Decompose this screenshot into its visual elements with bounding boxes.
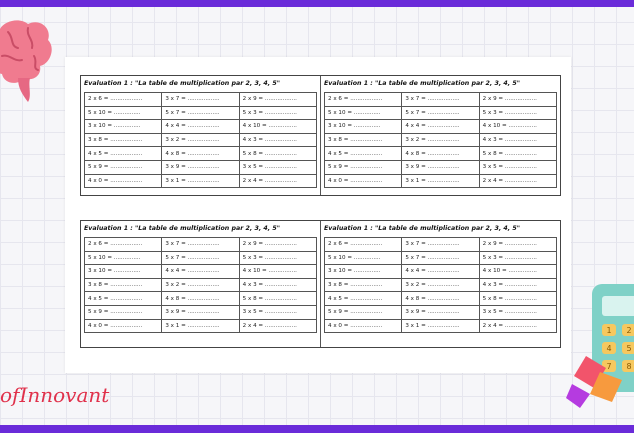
exercise-cell: 2 x 9 = .................. bbox=[479, 238, 556, 252]
exercise-cell: 4 x 10 = ................ bbox=[479, 265, 556, 279]
exercise-cell: 4 x 4 = .................. bbox=[402, 265, 479, 279]
calc-key: 2 bbox=[626, 326, 632, 335]
exercise-cell: 5 x 7 = .................. bbox=[402, 251, 479, 265]
exercise-cell: 5 x 9 = .................. bbox=[325, 160, 402, 174]
multiplication-table bbox=[324, 92, 557, 188]
exercise-cell: 5 x 7 = .................. bbox=[162, 106, 239, 120]
multiplication-table bbox=[84, 237, 317, 333]
exercise-cell: 3 x 5 = .................. bbox=[239, 305, 316, 319]
calc-key: 5 bbox=[626, 344, 632, 353]
exercise-cell: 2 x 4 = .................. bbox=[479, 174, 556, 188]
multiplication-table bbox=[324, 237, 557, 333]
evaluation-card bbox=[80, 75, 561, 196]
exercise-cell: 3 x 7 = .................. bbox=[402, 93, 479, 107]
exercise-cell: 4 x 5 = .................. bbox=[85, 147, 162, 161]
exercise-cell: 5 x 10 = ............... bbox=[85, 106, 162, 120]
exercise-cell: 5 x 7 = .................. bbox=[162, 251, 239, 265]
exercise-cell: 4 x 3 = .................. bbox=[239, 278, 316, 292]
table-row bbox=[325, 305, 557, 319]
exercise-cell: 3 x 10 = ............... bbox=[85, 120, 162, 134]
evaluation-half bbox=[320, 76, 560, 195]
multiplication-table bbox=[84, 92, 317, 188]
table-row bbox=[325, 147, 557, 161]
exercise-cell: 3 x 1 = .................. bbox=[402, 319, 479, 333]
table-row bbox=[85, 133, 317, 147]
exercise-cell: 2 x 9 = .................. bbox=[239, 93, 316, 107]
exercise-cell: 5 x 10 = ............... bbox=[325, 251, 402, 265]
table-row bbox=[85, 265, 317, 279]
exercise-cell: 2 x 6 = .................. bbox=[325, 238, 402, 252]
exercise-cell: 5 x 3 = .................. bbox=[479, 106, 556, 120]
exercise-cell: 4 x 0 = .................. bbox=[325, 319, 402, 333]
exercise-cell: 4 x 3 = .................. bbox=[479, 133, 556, 147]
evaluation-title: Evaluation 1 : "La table de multiplication par 2, 3, 4, 5" bbox=[84, 225, 281, 232]
exercise-cell: 4 x 10 = ................ bbox=[239, 120, 316, 134]
evaluation-half bbox=[81, 76, 320, 195]
exercise-cell: 3 x 9 = .................. bbox=[162, 160, 239, 174]
table-row bbox=[85, 319, 317, 333]
table-row bbox=[325, 93, 557, 107]
table-row bbox=[85, 106, 317, 120]
table-row bbox=[85, 147, 317, 161]
brand-logo[interactable] bbox=[0, 380, 109, 410]
exercise-cell: 5 x 3 = .................. bbox=[239, 106, 316, 120]
exercise-cell: 4 x 4 = .................. bbox=[162, 120, 239, 134]
table-row bbox=[325, 265, 557, 279]
evaluation-title: Evaluation 1 : "La table de multiplication par 2, 3, 4, 5" bbox=[324, 225, 521, 232]
blocks-icon bbox=[566, 354, 626, 410]
exercise-cell: 5 x 9 = .................. bbox=[85, 160, 162, 174]
logo-main: Innovant bbox=[19, 383, 110, 407]
table-row bbox=[325, 174, 557, 188]
table-row bbox=[85, 251, 317, 265]
exercise-cell: 3 x 8 = .................. bbox=[325, 133, 402, 147]
exercise-cell: 3 x 2 = .................. bbox=[402, 278, 479, 292]
exercise-cell: 2 x 6 = .................. bbox=[85, 93, 162, 107]
exercise-cell: 4 x 0 = .................. bbox=[85, 319, 162, 333]
exercise-cell: 2 x 4 = .................. bbox=[479, 319, 556, 333]
exercise-cell: 2 x 4 = .................. bbox=[239, 319, 316, 333]
calc-key: 4 bbox=[606, 344, 612, 353]
table-row bbox=[325, 120, 557, 134]
exercise-cell: 5 x 9 = .................. bbox=[325, 305, 402, 319]
exercise-cell: 4 x 0 = .................. bbox=[325, 174, 402, 188]
table-row bbox=[325, 278, 557, 292]
exercise-cell: 5 x 8 = .................. bbox=[479, 147, 556, 161]
table-row bbox=[85, 120, 317, 134]
exercise-cell: 2 x 9 = .................. bbox=[479, 93, 556, 107]
table-row bbox=[85, 160, 317, 174]
exercise-cell: 4 x 4 = .................. bbox=[162, 265, 239, 279]
table-row bbox=[325, 238, 557, 252]
table-row bbox=[85, 292, 317, 306]
evaluation-half bbox=[81, 221, 320, 347]
brain-icon bbox=[0, 14, 54, 110]
exercise-cell: 3 x 1 = .................. bbox=[402, 174, 479, 188]
exercise-cell: 2 x 6 = .................. bbox=[85, 238, 162, 252]
exercise-cell: 5 x 3 = .................. bbox=[479, 251, 556, 265]
logo-prefix: of bbox=[0, 383, 20, 407]
exercise-cell: 3 x 9 = .................. bbox=[402, 305, 479, 319]
exercise-cell: 4 x 3 = .................. bbox=[479, 278, 556, 292]
exercise-cell: 3 x 5 = .................. bbox=[479, 305, 556, 319]
evaluation-card bbox=[80, 220, 561, 348]
exercise-cell: 4 x 10 = ................ bbox=[239, 265, 316, 279]
exercise-cell: 2 x 6 = .................. bbox=[325, 93, 402, 107]
exercise-cell: 3 x 7 = .................. bbox=[162, 93, 239, 107]
bottom-frame-bar bbox=[0, 425, 634, 433]
exercise-cell: 4 x 5 = .................. bbox=[85, 292, 162, 306]
exercise-cell: 4 x 8 = .................. bbox=[162, 292, 239, 306]
exercise-cell: 3 x 8 = .................. bbox=[325, 278, 402, 292]
exercise-cell: 5 x 10 = ............... bbox=[325, 106, 402, 120]
table-row bbox=[325, 160, 557, 174]
calc-key: 1 bbox=[606, 326, 612, 335]
exercise-cell: 3 x 8 = .................. bbox=[85, 278, 162, 292]
exercise-cell: 3 x 10 = ............... bbox=[325, 120, 402, 134]
evaluation-half bbox=[320, 221, 560, 347]
exercise-cell: 5 x 8 = .................. bbox=[239, 147, 316, 161]
exercise-cell: 3 x 1 = .................. bbox=[162, 174, 239, 188]
table-row bbox=[325, 319, 557, 333]
top-frame-bar bbox=[0, 0, 634, 7]
exercise-cell: 3 x 2 = .................. bbox=[402, 133, 479, 147]
exercise-cell: 5 x 8 = .................. bbox=[479, 292, 556, 306]
table-row bbox=[85, 305, 317, 319]
evaluation-title: Evaluation 1 : "La table de multiplication par 2, 3, 4, 5" bbox=[84, 80, 281, 87]
exercise-cell: 3 x 2 = .................. bbox=[162, 133, 239, 147]
exercise-cell: 3 x 7 = .................. bbox=[162, 238, 239, 252]
exercise-cell: 4 x 8 = .................. bbox=[402, 292, 479, 306]
exercise-cell: 5 x 3 = .................. bbox=[239, 251, 316, 265]
table-row bbox=[325, 292, 557, 306]
worksheet-page bbox=[65, 57, 571, 373]
exercise-cell: 3 x 5 = .................. bbox=[239, 160, 316, 174]
exercise-cell: 5 x 10 = ............... bbox=[85, 251, 162, 265]
exercise-cell: 4 x 0 = .................. bbox=[85, 174, 162, 188]
exercise-cell: 4 x 4 = .................. bbox=[402, 120, 479, 134]
table-row bbox=[85, 238, 317, 252]
exercise-cell: 5 x 8 = .................. bbox=[239, 292, 316, 306]
table-row bbox=[85, 174, 317, 188]
exercise-cell: 3 x 8 = .................. bbox=[85, 133, 162, 147]
exercise-cell: 5 x 9 = .................. bbox=[85, 305, 162, 319]
evaluation-title: Evaluation 1 : "La table de multiplication par 2, 3, 4, 5" bbox=[324, 80, 521, 87]
table-row bbox=[325, 251, 557, 265]
exercise-cell: 4 x 10 = ................ bbox=[479, 120, 556, 134]
exercise-cell: 3 x 10 = ............... bbox=[325, 265, 402, 279]
table-row bbox=[325, 106, 557, 120]
table-row bbox=[325, 133, 557, 147]
exercise-cell: 4 x 3 = .................. bbox=[239, 133, 316, 147]
exercise-cell: 3 x 9 = .................. bbox=[162, 305, 239, 319]
exercise-cell: 3 x 5 = .................. bbox=[479, 160, 556, 174]
table-row bbox=[85, 278, 317, 292]
calc-key: 7 bbox=[606, 362, 612, 371]
exercise-cell: 4 x 8 = .................. bbox=[162, 147, 239, 161]
calc-key: 8 bbox=[626, 362, 632, 371]
exercise-cell: 5 x 7 = .................. bbox=[402, 106, 479, 120]
exercise-cell: 4 x 5 = .................. bbox=[325, 147, 402, 161]
exercise-cell: 3 x 10 = ............... bbox=[85, 265, 162, 279]
exercise-cell: 4 x 8 = .................. bbox=[402, 147, 479, 161]
exercise-cell: 3 x 2 = .................. bbox=[162, 278, 239, 292]
exercise-cell: 3 x 7 = .................. bbox=[402, 238, 479, 252]
exercise-cell: 4 x 5 = .................. bbox=[325, 292, 402, 306]
table-row bbox=[85, 93, 317, 107]
exercise-cell: 3 x 9 = .................. bbox=[402, 160, 479, 174]
exercise-cell: 2 x 9 = .................. bbox=[239, 238, 316, 252]
exercise-cell: 2 x 4 = .................. bbox=[239, 174, 316, 188]
exercise-cell: 3 x 1 = .................. bbox=[162, 319, 239, 333]
